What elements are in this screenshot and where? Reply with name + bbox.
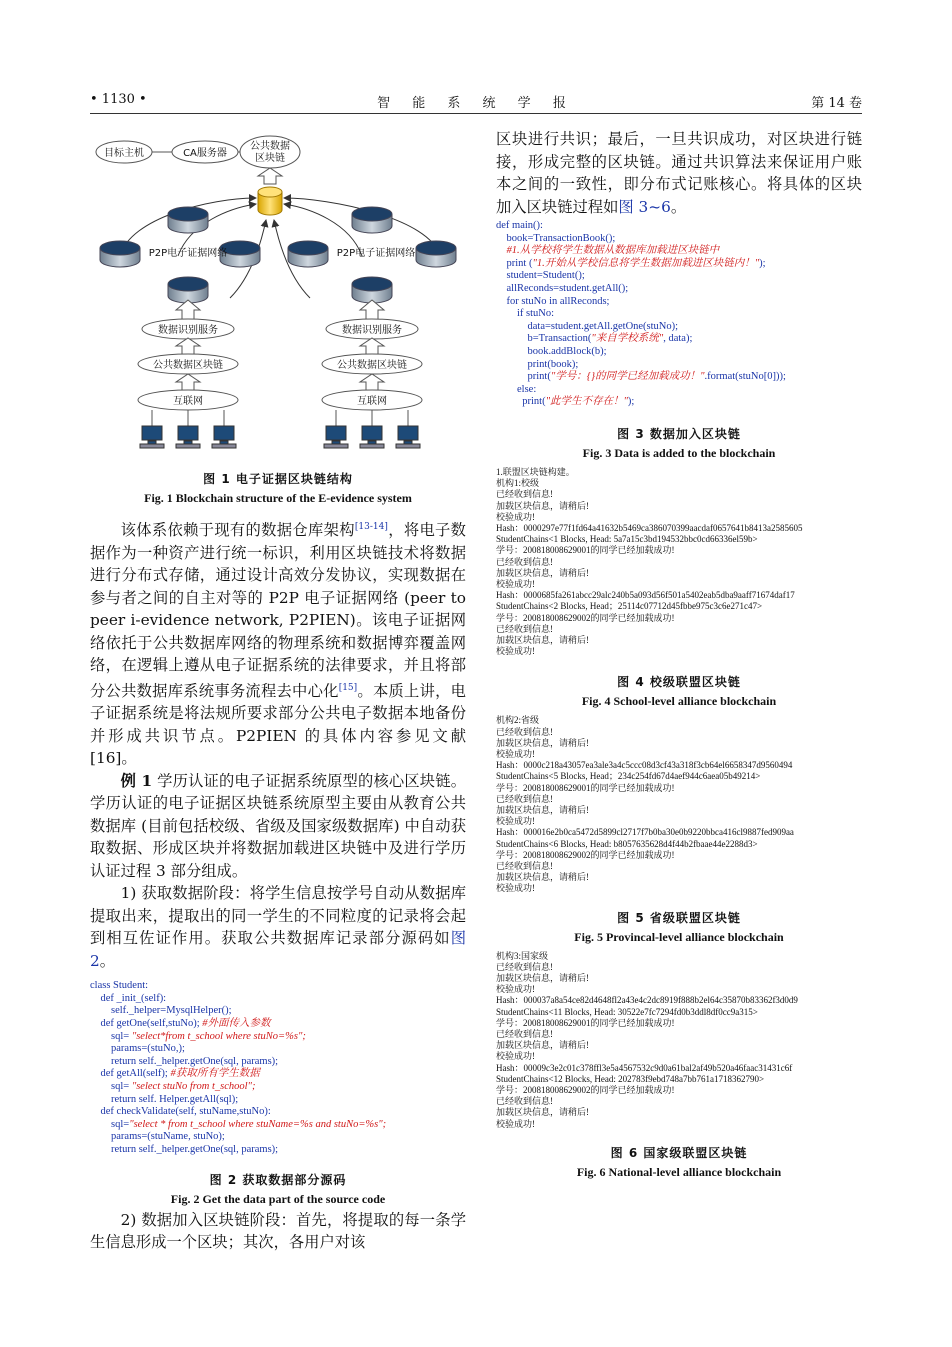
code-line	[496, 359, 578, 370]
svg-text:互联网: 互联网	[173, 396, 203, 407]
code-token: if stuNo:	[496, 308, 555, 320]
code-line	[496, 258, 766, 269]
code-token: "1.开始从学校信息将学生数据加载进区块链内！"	[532, 257, 760, 269]
volume-label: 第 14 卷	[811, 96, 862, 111]
figure-ref[interactable]: 图 3~6	[618, 197, 671, 216]
code-line	[90, 1144, 278, 1155]
code-token: .format(stuNo[0]));	[704, 371, 786, 383]
public-data-chain-left	[138, 354, 238, 374]
code-token: return self._helper.getOne(sql, params);	[90, 1055, 279, 1067]
code-token: class Student:	[90, 980, 149, 992]
code-token: allReconds=student.getAll();	[496, 282, 629, 294]
code-token: b=Transaction(	[496, 333, 592, 345]
code-line	[90, 1018, 271, 1029]
figure-5-caption-en: Fig. 5 Provincal-level alliance blockchain	[574, 929, 784, 944]
code-line	[496, 245, 719, 256]
p2p-cluster-left	[100, 207, 260, 303]
computer-icons-right	[324, 410, 420, 448]
code-token: #1.从学校将学生数据从数据库加载进区块链中	[506, 245, 720, 257]
paragraph-architecture	[90, 516, 466, 770]
public-chain-node	[240, 136, 300, 168]
up-arrow-icon	[176, 300, 200, 320]
target-host-node	[96, 141, 152, 163]
code-line	[90, 1106, 271, 1117]
code-token: "select * from t_school where stuName=%s and stuNo=%s";	[129, 1118, 387, 1130]
code-line	[496, 333, 692, 344]
header-rule	[90, 113, 862, 114]
code-token: );	[627, 396, 635, 408]
public-data-chain-right	[322, 354, 422, 374]
journal-name: 智 能 系 统 学 报	[377, 96, 575, 111]
data-identify-service-right	[326, 319, 418, 339]
code-token: params=(stuNo,);	[90, 1043, 185, 1055]
svg-text:互联网: 互联网	[357, 396, 387, 407]
code-line	[496, 346, 607, 357]
code-token: sql=	[90, 1030, 132, 1042]
ca-server-node	[172, 141, 238, 163]
p2p-label-left: P2P电子证据网络	[148, 248, 228, 259]
code-token: "学号：{}的同学已经加载成功！"	[550, 371, 705, 383]
p2p-label-right: P2P电子证据网络	[336, 248, 416, 259]
computer-icons-left	[140, 410, 236, 448]
code-token: book.addBlock(b);	[496, 345, 607, 357]
paragraph-example-1	[90, 770, 466, 883]
code-line	[496, 296, 609, 307]
blockchain-structure-diagram	[90, 128, 466, 460]
svg-text:数据识别服务: 数据识别服务	[342, 325, 402, 336]
code-line	[496, 270, 585, 281]
code-token: "此学生不存在！"	[545, 396, 628, 408]
code-line	[496, 283, 628, 294]
up-arrow-icon	[176, 338, 200, 356]
figure-2-caption-en: Fig. 2 Get the data part of the source code	[170, 1191, 386, 1206]
provincial-level-log: 机构2:省级 已经收到信息! 加载区块信息，请稍后! 校验成功! Hash：0000c218a43057ea3ale3a4c5ccc08d3cf43a318f3cb64el6658347d9560494 StudentChains<5 Blocks, Head；234c254fd67d4aef944c6aea05b49214> 学号：200818008629001的同学已经加载成功! 已经收到信息! 加载区块信息，请稍后! 校验成功! Hash：000016e2b0ca5472d5899cl2717f7b0ba30e0b9220bbca416cl9887fed909aa StudentChains<6 Blocks, Head: b8057635628d4f44b2fbaae44e2288d3> 学号：200818008629002的同学已经加载成功! 已经收到信息! 加载区块信息，请稍后! 校验成功!	[496, 715, 794, 894]
code-line	[90, 1043, 185, 1054]
database-icon	[168, 277, 208, 303]
figure-6-caption-en: Fig. 6 National-level alliance blockchain	[576, 1164, 782, 1179]
school-level-log: 1.联盟区块链构建。 机构1:校级 已经收到信息! 加载区块信息，请稍后! 校验成功! Hash：0000297e77f1fd64a41632b5469ca386070399aacdaf0657641b8413a2585605 StudentChains<1 Blocks, Head: 5a7a15c3bd194532bbc0cd66336el59b> 学号：200818008629001的同学已经加载成功! 已经收到信息! 加载区块信息，请稍后! 校验成功! Hash：0000685fa261abcc29alc240b5a093d56f501a5402eab5dba9aaff71674daf17 StudentChains<2 Blocks, Head；25114c07712d45fbbe975c3c6e271c47> 学号：200818008629002的同学已经加载成功! 已经收到信息! 加载区块信息，请稍后! 校验成功!	[496, 466, 803, 657]
up-arrow-icon	[360, 300, 384, 320]
up-arrow-icon	[176, 374, 200, 391]
up-arrow-icon	[360, 338, 384, 356]
text-span: 。	[99, 951, 116, 970]
code-line	[496, 321, 678, 332]
code-token: def getAll(self);	[90, 1068, 171, 1080]
code-token: print(	[496, 396, 546, 408]
code-line	[90, 1005, 232, 1016]
internet-left	[138, 390, 238, 410]
code-token: return self. Helper.getAll(sql);	[90, 1093, 239, 1105]
database-icon	[352, 277, 392, 303]
code-line	[496, 396, 634, 407]
code-line	[90, 1031, 306, 1042]
code-token: print(	[496, 371, 551, 383]
text-span: ，将电子数据作为一种资产进行统一标识，利用区块链技术将数据进行分布式存储，通过设计高效分发协议，实现数据在参与者之间的自主对等的 P2P 电子证据网络 (peer to peer i-evidence network, P2PIEN)。该电子证据网络依托于公共数据库网络的物理系统和数据博弈覆盖网络，在逻辑上遵从电子证据系统的法律要求，并且将部分公共数据库系统事务流程去中心化	[90, 521, 466, 700]
code-token	[496, 245, 507, 256]
example-label: 例 1	[120, 771, 153, 790]
data-identify-service-left	[142, 319, 234, 339]
text-span: 该体系依赖于现有的数据仓库架构	[120, 521, 355, 540]
code-line	[90, 1056, 278, 1067]
database-icon	[168, 207, 208, 233]
code-token: );	[759, 257, 766, 269]
database-icon	[352, 207, 392, 233]
left-column	[90, 128, 466, 1254]
svg-text:目标主机: 目标主机	[104, 148, 144, 159]
figure-5-caption-cn: 图 5 省级联盟区块链	[617, 910, 741, 925]
code-token: print (	[496, 257, 533, 269]
svg-text:公共数据区块链: 公共数据区块链	[337, 360, 407, 371]
figure-1-caption-en: Fig. 1 Blockchain structure of the E-evidence system	[144, 491, 412, 505]
svg-text:公共数据: 公共数据	[250, 141, 290, 152]
paragraph-blockchain-stage	[90, 1209, 466, 1254]
figure-3-caption-en: Fig. 3 Data is added to the blockchain	[582, 445, 776, 460]
svg-text:区块链: 区块链	[255, 153, 285, 164]
right-column	[496, 128, 862, 1180]
internet-right	[322, 390, 422, 410]
code-token: for stuNo in allReconds;	[496, 295, 610, 307]
text-span: 区块进行共识；最后，一旦共识成功，对区块进行链接，形成完整的区块链。通过共识算法来保证用户账本之间的一致性，即分布式记账核心。将具体的区块加入区块链过程如	[496, 130, 862, 216]
up-arrow-icon	[360, 374, 384, 391]
code-token: #获取所有学生数据	[170, 1068, 260, 1080]
citation-ref[interactable]: [13-14]	[354, 522, 388, 532]
figure-1	[90, 128, 466, 506]
code-line	[90, 1119, 386, 1130]
svg-text:公共数据区块链: 公共数据区块链	[153, 360, 223, 371]
code-token: def getOne(self,stuNo);	[90, 1017, 203, 1029]
code-token: params=(stuName, stuNo);	[90, 1131, 225, 1143]
code-token: return self._helper.getOne(sql, params);	[90, 1143, 279, 1155]
figure-6	[496, 951, 862, 1180]
main-code-listing	[496, 220, 862, 409]
svg-text:数据识别服务: 数据识别服务	[158, 325, 218, 336]
figure-ref[interactable]: 图 2	[90, 929, 466, 970]
code-token: student=Student();	[496, 270, 585, 282]
paragraph-consensus	[496, 128, 862, 218]
code-token: self._helper=MysqlHelper();	[90, 1005, 232, 1017]
svg-text:CA服务器: CA服务器	[183, 148, 227, 159]
figure-6-caption-cn: 图 6 国家级联盟区块链	[610, 1145, 748, 1160]
code-line	[90, 1094, 238, 1105]
code-line	[496, 220, 543, 231]
code-line	[90, 1068, 260, 1079]
code-token: "来自学校系统"	[591, 333, 664, 345]
code-token: else:	[496, 383, 537, 395]
code-line	[90, 980, 148, 991]
code-line	[496, 384, 536, 395]
code-token: book=TransactionBook();	[496, 232, 616, 244]
code-token: "select stuNo from t_school";	[131, 1080, 256, 1092]
database-icon	[416, 241, 456, 267]
text-span: 。本质上讲，电子证据系统是将法规所要求部分公共电子数据本地备份并形成共识节点。P2PIEN 的具体内容参见文献 [16]。	[90, 681, 466, 768]
code-token: data=student.getAll.getOne(stuNo);	[496, 320, 679, 332]
paragraph-data-acquisition	[90, 882, 466, 972]
national-level-log: 机构3:国家级 已经收到信息! 加载区块信息，请稍后! 校验成功! Hash：000037a8a54ce82d4648fl2a43e4c2dc8919f888b2el64c35870b83362f3d0d9 StudentChains<11 Blocks, Head: 30522e7fc7294fd0b3ddl8df0cc9a315> 学号：200818008629001的同学已经加载成功! 已经收到信息! 加载区块信息，请稍后! 校验成功! Hash：00009c3e2c01c378ffl3e5a4567532c9d0a61bal2af49b520a46faac31431c6f StudentChains<12 Blocks, Head: 202783f9ebd748a7bb761a1718362790> 学号：200818008629002的同学已经加载成功! 已经收到信息! 加载区块信息，请稍后! 校验成功!	[496, 950, 798, 1129]
running-header	[90, 92, 862, 114]
figure-4-caption-cn: 图 4 校级联盟区块链	[617, 675, 741, 690]
code-line	[496, 371, 786, 382]
code-token: def _init_(self):	[90, 992, 167, 1004]
text-span: 1) 获取数据阶段：将学生信息按学号自动从数据库提取出来，提取出的同一学生的不同粒度的记录将会起到相互佐证作用。获取公共数据库记录部分源码如	[90, 884, 466, 948]
citation-ref[interactable]: [15]	[338, 682, 358, 693]
figure-4-caption-en: Fig. 4 School-level alliance blockchain	[581, 694, 777, 709]
code-token: "select*from t_school where stuNo=%s";	[131, 1030, 306, 1042]
code-token: , data);	[663, 333, 693, 345]
code-line	[90, 1081, 255, 1092]
code-token: sql=	[90, 1080, 132, 1092]
up-arrow-icon	[258, 168, 282, 184]
central-database-icon	[258, 187, 282, 215]
text-span: 。	[670, 197, 687, 216]
figure-5	[496, 715, 862, 944]
code-token: def checkValidate(self, stuName,stuNo):	[90, 1106, 271, 1118]
figure-4	[496, 467, 862, 709]
text-span: 学历认证的电子证据系统原型的核心区块链。学历认证的电子证据区块链系统原型主要由从教育公共数据库 (目前包括校级、省级及国家级数据库) 中自动获取数据、形成区块并将数据加载进区块链中及进行学历认证过程 3 部分组成。	[90, 771, 466, 880]
source-code-listing	[90, 980, 466, 1156]
text-span: 2) 数据加入区块链阶段：首先，将提取的每一条学生信息形成一个区块；其次，各用户对该	[90, 1210, 466, 1251]
code-token: def main():	[496, 220, 543, 231]
code-token: sql=	[90, 1118, 130, 1130]
figure-2-caption-cn: 图 2 获取数据部分源码	[209, 1172, 347, 1187]
code-line	[496, 308, 554, 319]
code-token: print(book);	[496, 358, 579, 370]
code-line	[496, 233, 615, 244]
code-line	[90, 993, 166, 1004]
page-number: • 1130 •	[90, 92, 147, 107]
p2p-cluster-right	[288, 207, 456, 303]
figure-2	[90, 980, 466, 1206]
code-token: #外面传入参数	[202, 1017, 271, 1029]
database-icon	[288, 241, 328, 267]
code-line	[90, 1131, 225, 1142]
figure-3-caption-cn: 图 3 数据加入区块链	[617, 426, 741, 441]
database-icon	[100, 241, 140, 267]
figure-3	[496, 220, 862, 461]
figure-1-caption-cn: 图 1 电子证据区块链结构	[203, 472, 353, 486]
